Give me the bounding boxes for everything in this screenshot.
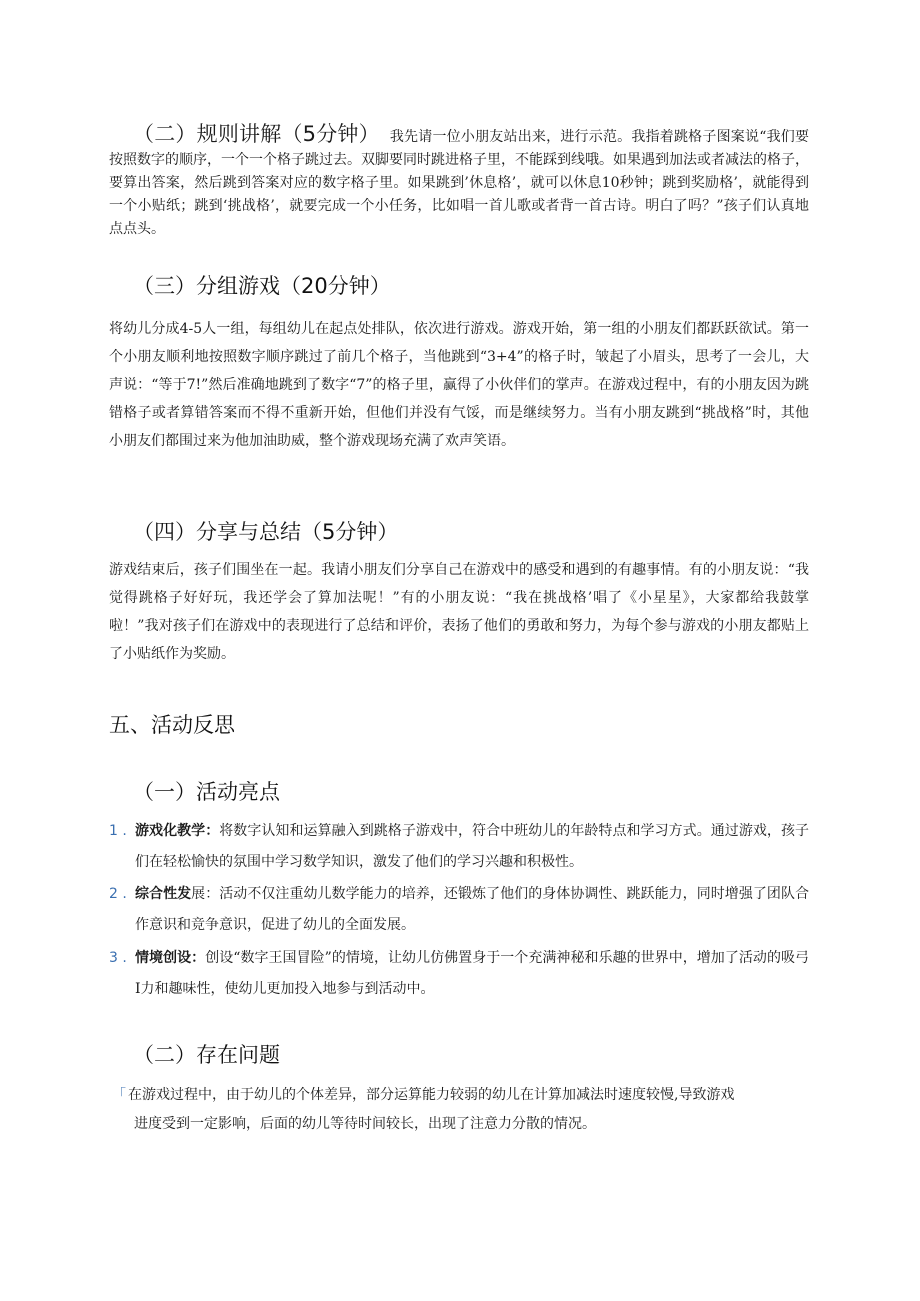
bracket-mark: 「: [112, 1087, 126, 1103]
share-paragraph: 游戏结束后，孩子们围坐在一起。我请小朋友们分享自己在游戏中的感受和遇到的有趣事情。有的小朋友说：“我觉得跳格子好好玩，我还学会了算加法呢！”有的小朋友说：“我在挑战格’唱了《小星星》，大家都给我鼓掌啦！”我对孩子们在游戏中的表现进行了总结和评价，表扬了他们的勇敢和努力，为每个参与游戏的小朋友都贴上了小贴纸作为奖励。: [109, 562, 809, 662]
problems-line-1: 在游戏过程中，由于幼儿的个体差异，部分运算能力较弱的幼儿在计算加减法时速度较慢,导致游戏: [128, 1087, 735, 1103]
list-label: 游戏化教学：: [135, 823, 220, 839]
reflection-heading: 五、活动反思: [109, 713, 235, 737]
highlight-item-3: [109, 943, 809, 1005]
list-text: 将数字认知和运算融入到跳格子游戏中，符合中班幼儿的年龄特点和学习方式。通过游戏，孩子们在轻松愉快的氛围中学习数学知识，激发了他们的学习兴趣和积极性。: [135, 823, 810, 870]
problems-paragraph: [112, 1081, 802, 1139]
rules-text: 我先请一位小朋友站出来，进行示范。我指着跳格子图案说“我们要按照数字的顺序，一个一个格子跳过去。双脚要同时跳进格子里，不能踩到线哦。如果遇到加法或者减法的格子，要算出答案，然后跳到答案对应的数字格子里。如果跳到’休息格’，就可以休息10秒钟；跳到奖励格’，就能得到一个小贴纸；跳到‘挑战格’，就要完成一个小任务，比如唱一首儿歌或者背一首古诗。明白了吗？”孩子们认真地点点头。: [109, 129, 809, 237]
list-label: 综合性发: [135, 886, 192, 902]
list-text: 创设“数字王国冒险”的情境，让幼儿仿佛置身于一个充满神秘和乐趣的世界中，增加了活动的吸弓I力和趣味性，使幼儿更加投入地参与到活动中。: [135, 950, 810, 997]
problems-heading: （二）存在问题: [133, 1043, 280, 1067]
list-number: 3 .: [109, 950, 127, 966]
list-text: 展：活动不仅注重幼儿数学能力的培养，还锻炼了他们的身体协调性、跳跃能力，同时增强了团队合作意识和竞争意识，促进了幼儿的全面发展。: [135, 886, 809, 933]
list-label: 情境创设：: [135, 950, 206, 966]
highlight-item-1: [109, 816, 809, 878]
list-number: 1 .: [109, 823, 127, 839]
highlight-item-2: [109, 879, 809, 941]
rules-paragraph: [109, 123, 809, 241]
group-game-paragraph: 将幼儿分成4-5人一组，每组幼儿在起点处排队，依次进行游戏。游戏开始，第一组的小朋友们都跃跃欲试。第一个小朋友顺利地按照数字顺序跳过了前几个格子，当他跳到“3+4”的格子时，皱起了小眉头，思考了一会儿，大声说：“等于7!”然后准确地跳到了数字“7”的格子里，赢得了小伙伴们的掌声。在游戏过程中，有的小朋友因为跳错格子或者算错答案而不得不重新开始，但他们并没有气馁，而是继续努力。当有小朋友跳到“挑战格”时，其他小朋友们都围过来为他加油助威，整个游戏现场充满了欢声笑语。: [109, 321, 809, 449]
group-game-heading: （三）分组游戏（20分钟）: [133, 274, 391, 298]
rules-heading: （二）规则讲解（5分钟）: [133, 122, 380, 146]
list-number: 2 .: [109, 886, 127, 902]
problems-line-2: 进度受到一定影响，后面的幼儿等待时间较长，出现了注意力分散的情况。: [134, 1116, 596, 1132]
share-heading: （四）分享与总结（5分钟）: [133, 520, 399, 544]
highlights-heading: （一）活动亮点: [133, 780, 280, 804]
